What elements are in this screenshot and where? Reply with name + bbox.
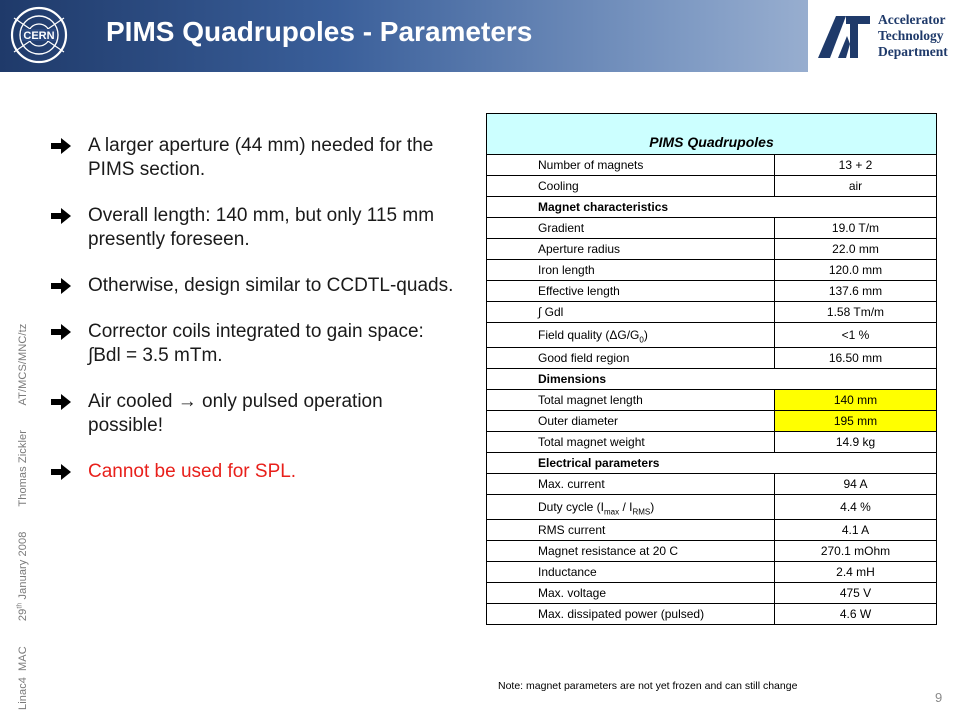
title-bar: [0, 0, 960, 72]
table-section-row: Electrical parameters: [487, 453, 937, 474]
department-line-2: Technology: [878, 28, 944, 43]
sidebar-footer-text: [16, 302, 29, 710]
bullet-item: Overall length: 140 mm, but only 115 mm presently foreseen.: [50, 204, 460, 252]
arrow-right-icon: [50, 322, 72, 342]
table-row: Magnet resistance at 20 C 270.1 mOhm: [487, 541, 937, 562]
duty-cycle-label: Duty cycle $(I_{max} / I_{RMS})$: [487, 495, 775, 520]
table-row: Iron length 120.0 mm: [487, 260, 937, 281]
table-row: RMS current 4.1 A: [487, 520, 937, 541]
svg-text:CERN: CERN: [23, 30, 55, 42]
bullet-item-warning: Cannot be used for SPL.: [50, 460, 460, 484]
table-row: ∫ Gdl 1.58 Tm/m: [487, 302, 937, 323]
cern-logo-icon: [8, 4, 70, 66]
department-line-3: Department: [878, 44, 948, 59]
arrow-right-icon: [50, 206, 72, 226]
table-note: Note: magnet parameters are not yet frozen and can still change: [498, 680, 798, 692]
arrow-right-icon: [50, 276, 72, 296]
table-row: Effective length 137.6 mm: [487, 281, 937, 302]
table-row: Outer diameter 195 mm: [487, 411, 937, 432]
bullet-item: Otherwise, design similar to CCDTL-quads.: [50, 274, 460, 298]
project-label: Linac4MAC: [16, 646, 29, 710]
table-row: Max. voltage 475 V: [487, 583, 937, 604]
bullet-item: Corrector coils integrated to gain space: ∫Bdl = 3.5 mTm.: [50, 320, 460, 368]
table-section-row: Dimensions: [487, 369, 937, 390]
table-row: Number of magnets 13 + 2: [487, 155, 937, 176]
table-row: Inductance 2.4 mH: [487, 562, 937, 583]
department-line-1: Accelerator: [878, 12, 946, 27]
arrow-right-icon: [50, 392, 72, 412]
department-name: [878, 12, 948, 60]
arrow-right-icon: [50, 462, 72, 482]
table-row: Field quality $(\Delta G/G_0)$ <1 %: [487, 323, 937, 348]
table-section-row: Magnet characteristics: [487, 197, 937, 218]
slide-title: PIMS Quadrupoles - Parameters: [106, 16, 533, 47]
table-row: Total magnet length 140 mm: [487, 390, 937, 411]
department-logo: [808, 0, 960, 72]
table-title: PIMS Quadrupoles: [487, 114, 937, 155]
author-label: Thomas Zickler: [16, 430, 29, 507]
table-row: Gradient 19.0 T/m: [487, 218, 937, 239]
group-label: AT/MCS/MNC/tz: [16, 323, 29, 406]
page-number: 9: [935, 690, 943, 705]
field-quality-label: Field quality $(\Delta G/G_0)$: [487, 323, 775, 348]
date-label: 29th January 2008: [16, 531, 29, 622]
table-row: Max. dissipated power (pulsed) 4.6 W: [487, 604, 937, 625]
table-row: Good field region 16.50 mm: [487, 348, 937, 369]
table-row: Cooling air: [487, 176, 937, 197]
bullet-item: A larger aperture (44 mm) needed for the PIMS section.: [50, 134, 460, 182]
parameters-table: [486, 113, 937, 625]
atd-logo-icon: [816, 14, 872, 60]
arrow-right-icon: [50, 136, 72, 156]
bullet-list: [50, 134, 460, 506]
table-row: Aperture radius 22.0 mm: [487, 239, 937, 260]
table-row: Total magnet weight 14.9 kg: [487, 432, 937, 453]
table-row: Max. current 94 A: [487, 474, 937, 495]
bullet-item: Air cooled → only pulsed operation possible!: [50, 390, 460, 438]
table-row: Duty cycle $(I_{max} / I_{RMS})$ 4.4 %: [487, 495, 937, 520]
